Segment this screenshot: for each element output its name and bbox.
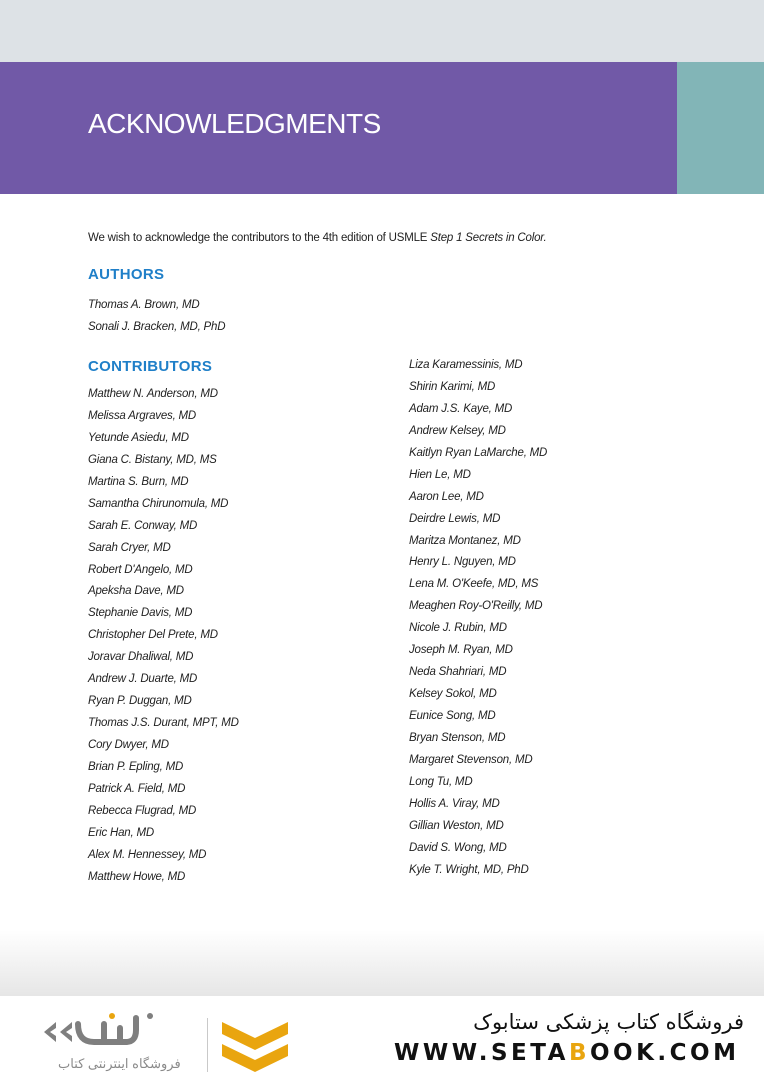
contributor-name: Giana C. Bistany, MD, MS (88, 453, 217, 466)
contributor-name: Kelsey Sokol, MD (409, 688, 497, 701)
contributor-name: Eunice Song, MD (409, 710, 496, 722)
contributor-name: Hien Le, MD (409, 468, 471, 481)
intro-sentence: We wish to acknowledge the contributors to the 4th edition of USMLE (88, 232, 431, 244)
wordmark-stroke (44, 1022, 56, 1042)
wordmark-dot (147, 1013, 153, 1019)
contributors-list-column-2 (409, 355, 547, 882)
contributor-name: Rebecca Flugrad, MD (88, 804, 197, 817)
contributor-name: Robert D'Angelo, MD (88, 563, 193, 576)
contributor-name: Martina S. Burn, MD (88, 475, 189, 488)
author-name: Thomas A. Brown, MD (88, 299, 200, 311)
intro-text (88, 232, 546, 244)
contributor-name: Lena M. O'Keefe, MD, MS (409, 578, 539, 591)
contributor-name: Margaret Stevenson, MD (409, 753, 533, 766)
contributor-name: Nicole J. Rubin, MD (409, 622, 507, 635)
contributors-heading: CONTRIBUTORS (88, 358, 213, 375)
store-name: فروشگاه کتاب پزشکی ستابوک (473, 1010, 744, 1034)
contributor-name: Long Tu, MD (409, 775, 473, 788)
contributor-name: Liza Karamessinis, MD (409, 359, 523, 371)
contributor-name: Brian P. Epling, MD (88, 760, 184, 773)
contributor-name: Eric Han, MD (88, 826, 154, 839)
contributor-name: Samantha Chirunomula, MD (88, 497, 229, 510)
contributor-name: Cory Dwyer, MD (88, 739, 169, 751)
wordmark-stroke (60, 1022, 72, 1042)
contributor-name: Stephanie Davis, MD (88, 607, 193, 620)
page-bottom-shadow (0, 930, 764, 996)
contributor-name: Henry L. Nguyen, MD (409, 556, 516, 569)
url-accent-letter: B (568, 1040, 590, 1066)
contributor-name: Deirdre Lewis, MD (409, 512, 501, 525)
contributor-name: Adam J.S. Kaye, MD (409, 402, 513, 415)
contributor-name: Alex M. Hennessey, MD (88, 848, 207, 861)
wordmark-dot (109, 1013, 115, 1019)
contributor-name: Andrew J. Duarte, MD (88, 673, 198, 686)
contributor-name: Joseph M. Ryan, MD (409, 644, 513, 657)
contributor-name: Kaitlyn Ryan LaMarche, MD (409, 446, 548, 459)
contributor-name: Christopher Del Prete, MD (88, 629, 218, 642)
contributor-name: Maritza Montanez, MD (409, 534, 521, 547)
contributor-name: Patrick A. Field, MD (88, 782, 186, 795)
contributor-name: Joravar Dhaliwal, MD (88, 651, 194, 664)
contributor-name: Matthew Howe, MD (88, 870, 186, 883)
contributor-name: Bryan Stenson, MD (409, 731, 506, 744)
page-title: ACKNOWLEDGMENTS (88, 108, 381, 139)
top-margin-strip (0, 0, 764, 62)
contributor-name: Meaghen Roy-O'Reilly, MD (409, 600, 543, 613)
author-name: Sonali J. Bracken, MD, PhD (88, 320, 226, 333)
contributor-name: Shirin Karimi, MD (409, 380, 496, 393)
contributor-name: Kyle T. Wright, MD, PhD (409, 863, 529, 876)
contributor-name: Sarah Cryer, MD (88, 541, 171, 554)
contributor-name: Yetunde Asiedu, MD (88, 431, 189, 444)
contributor-name: Ryan P. Duggan, MD (88, 695, 192, 708)
contributor-name: Neda Shahriari, MD (409, 666, 507, 679)
contributor-name: Aaron Lee, MD (409, 490, 484, 503)
contributor-name: Apeksha Dave, MD (88, 585, 184, 598)
contributor-name: Thomas J.S. Durant, MPT, MD (88, 717, 239, 730)
authors-list (88, 295, 225, 339)
contributor-name: Sarah E. Conway, MD (88, 519, 198, 532)
url-part: WWW.SETA (394, 1040, 569, 1066)
book-chevron-top (222, 1022, 288, 1050)
contributor-name: Melissa Argraves, MD (88, 409, 197, 422)
contributor-name: Hollis A. Viray, MD (409, 797, 500, 810)
setabook-book-icon (218, 1018, 292, 1076)
url-part: OOK.COM (589, 1040, 740, 1066)
contributor-name: David S. Wong, MD (409, 841, 507, 854)
setabook-wordmark-logo (40, 1010, 160, 1050)
header-accent-block (677, 62, 764, 194)
authors-heading: AUTHORS (88, 266, 165, 283)
contributor-name: Gillian Weston, MD (409, 819, 504, 832)
store-url[interactable] (394, 1040, 739, 1066)
intro-book-title: Step 1 Secrets in Color. (430, 232, 547, 244)
contributor-name: Matthew N. Anderson, MD (88, 388, 218, 400)
contributor-name: Andrew Kelsey, MD (409, 424, 506, 437)
logo-tagline: فروشگاه اینترنتی کتاب (58, 1056, 181, 1071)
logo-divider (207, 1018, 208, 1072)
contributors-list-column-1 (88, 384, 239, 889)
